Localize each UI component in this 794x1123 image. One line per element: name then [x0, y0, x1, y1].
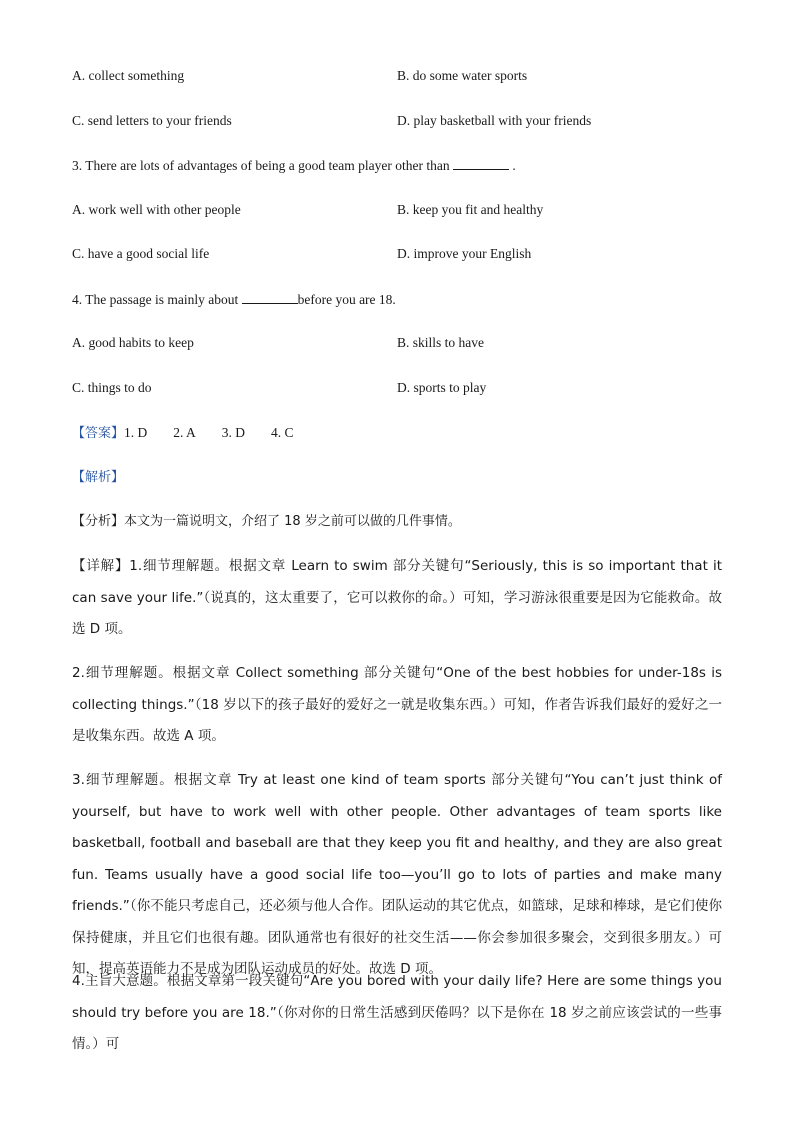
answer-tag: 【答案】 [72, 426, 125, 441]
q2-option-b: B. do some water sports [397, 68, 528, 83]
summary-tag: 【分析】 [72, 514, 125, 529]
detail-paragraph-1 [72, 551, 722, 646]
detail-paragraph-4 [72, 966, 722, 1061]
answer-item-1: 1. D [124, 425, 148, 440]
analysis-heading [72, 467, 124, 488]
answer-item-3: 3. D [221, 425, 246, 440]
q3-stem-text: 3. There are lots of advantages of being a good team player other than [72, 158, 450, 173]
summary-line [72, 512, 461, 532]
answer-item-4: 4. C [271, 425, 294, 440]
q2-option-a: A. collect something [72, 68, 185, 83]
q3-option-a: A. work well with other people [72, 202, 241, 217]
detail-p2-text: 2.细节理解题。根据文章 Collect something 部分关键句“One of the best hobbies for under-18s is collecting things.”（18 岁以下的孩子最好的爱好之一就是收集东西。）可知，作者告诉我们最好的爱好之一是收集东西。故选 A 项。 [72, 665, 722, 744]
detail-tag: 【详解】 [72, 558, 130, 574]
detail-paragraph-3 [72, 765, 722, 986]
q4-option-c: C. things to do [72, 380, 152, 395]
summary-text: 本文为一篇说明文，介绍了 18 岁之前可以做的几件事情。 [124, 514, 461, 529]
q4-option-d: D. sports to play [397, 380, 487, 395]
q4-blank [242, 289, 298, 304]
detail-p1-text: 1.细节理解题。根据文章 Learn to swim 部分关键句“Seriously, this is so important that it can save your life.”（说真的，这太重要了，它可以救你的命。）可知，学习游泳很重要是因为它能救命。故选 D 项。 [72, 558, 723, 637]
q3-option-b: B. keep you fit and healthy [397, 202, 544, 217]
q4-option-b: B. skills to have [397, 335, 484, 350]
q3-stem [72, 155, 516, 176]
q4-stem [72, 289, 396, 310]
q2-option-d: D. play basketball with your friends [397, 113, 592, 128]
detail-paragraph-2 [72, 658, 722, 753]
answer-line [72, 423, 320, 444]
analysis-tag: 【解析】 [72, 470, 125, 485]
q2-option-c: C. send letters to your friends [72, 113, 232, 128]
q4-stem-end: before you are 18. [297, 292, 396, 307]
q3-blank [453, 155, 509, 170]
detail-p3-text: 3.细节理解题。根据文章 Try at least one kind of team sports 部分关键句“You can’t just think of yourself, but have to work well with other people. Other advantages of team sports like basketball, football and baseball are that they keep you fit and healthy, and they are also great fun. Teams usually have a good social life too—you’ll go to lots of parties and make many friends.”（你不能只考虑自己，还必须与他人合作。团队运动的其它优点，如篮球，足球和棒球，是它们使你保持健康，并且它们也很有趣。团队通常也有很好的社交生活——你会参加很多聚会，交到很多朋友。）可知，提高英语能力不是成为团队运动成员的好处。故选 D 项。 [72, 772, 722, 977]
detail-p4-text: 4.主旨大意题。根据文章第一段关键句“Are you bored with your daily life? Here are some things you should try before you are 18.”（你对你的日常生活感到厌倦吗？以下是你在 18 岁之前应该尝试的一些事情。）可 [72, 973, 722, 1052]
q3-option-d: D. improve your English [397, 246, 532, 261]
q3-stem-end: . [512, 158, 516, 173]
q4-option-a: A. good habits to keep [72, 335, 194, 350]
q3-option-c: C. have a good social life [72, 246, 210, 261]
q4-stem-text: 4. The passage is mainly about [72, 292, 239, 307]
answer-item-2: 2. A [173, 425, 196, 440]
